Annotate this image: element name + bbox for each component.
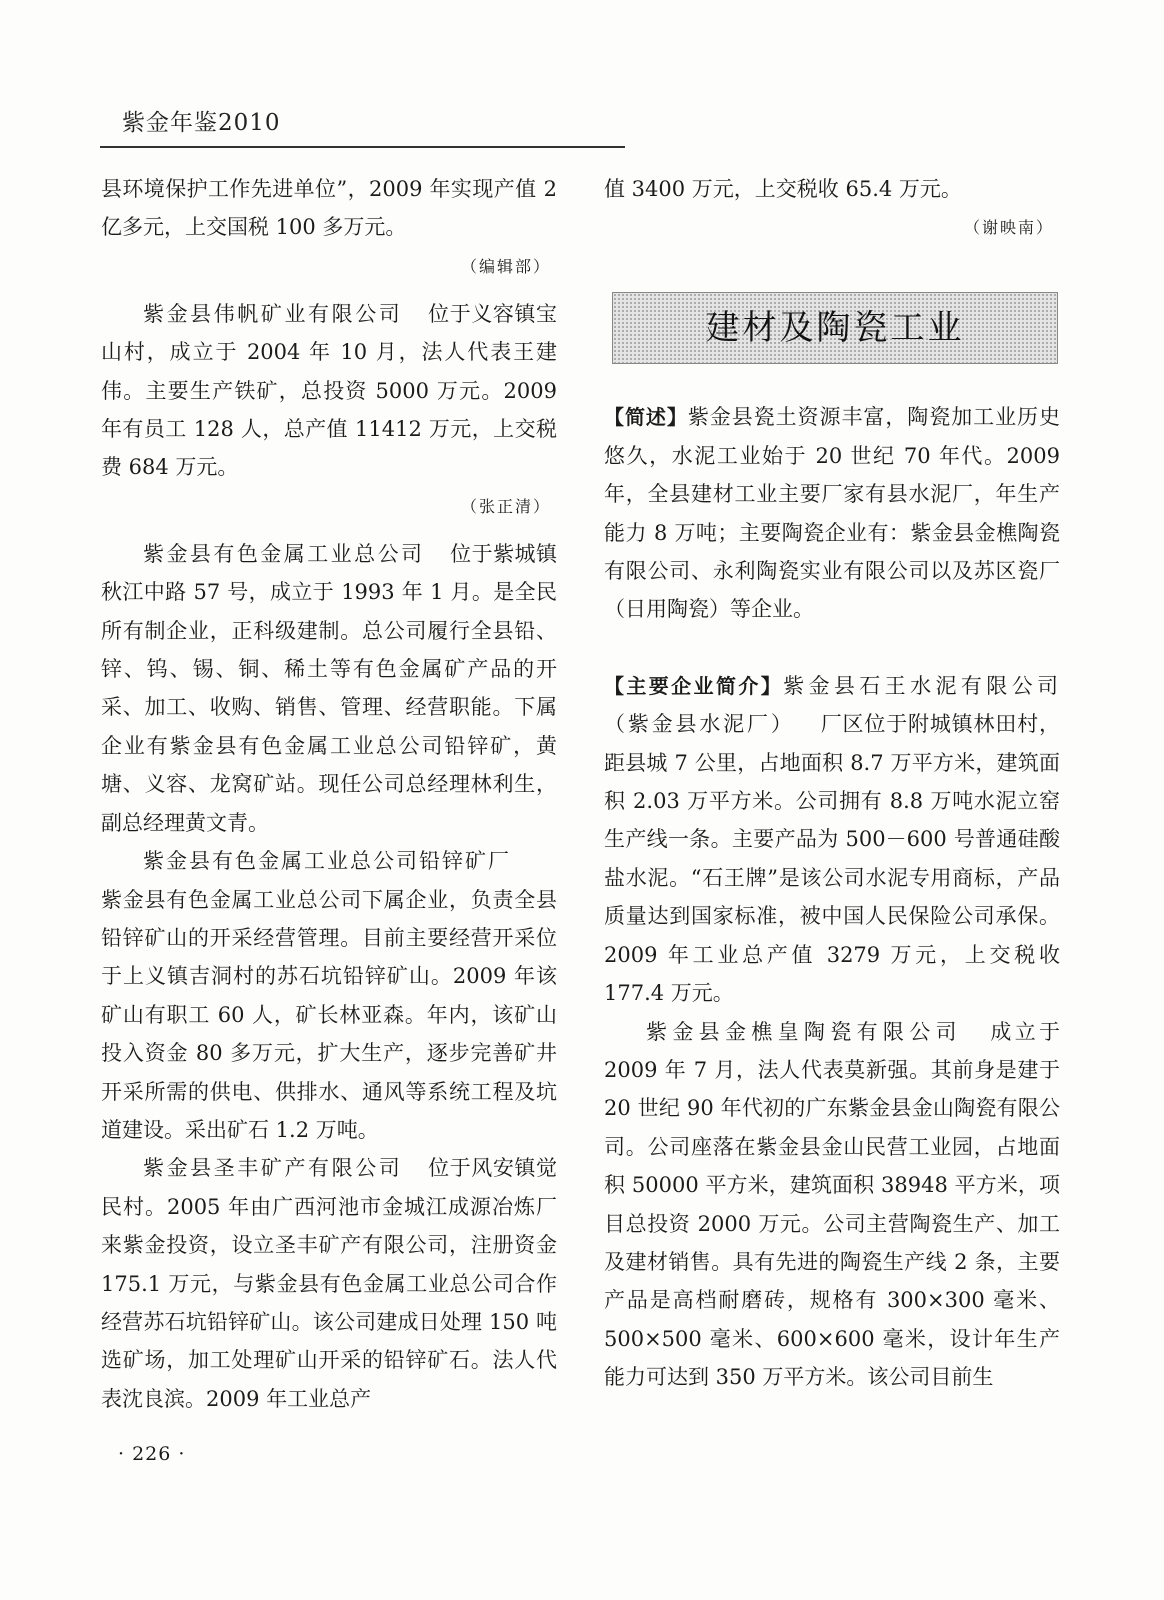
company-name: 紫金县金樵皇陶瓷有限公司 [646, 1019, 962, 1044]
company-name: 紫金县圣丰矿产有限公司 [143, 1156, 403, 1181]
company-name: 紫金县有色金属工业总公司铅锌矿厂 [143, 849, 511, 874]
author-credit: （编辑部） [460, 256, 551, 276]
summary-head: 【简述】 [604, 405, 688, 430]
continued-paragraph: 县环境保护工作先进单位”，2009 年实现产值 2 亿多元，上交国税 100 多万元。 [101, 177, 557, 240]
company-text: 成立于 2009 年 7 月，法人代表莫新强。其前身是建于 20 世纪 90 年代初的广东紫金县金山陶瓷有限公司。公司座落在紫金县金山民营工业园，占地面积 50000 平方米，建筑面积 38948 平方米，项目总投资 2000 万元。公司主营陶瓷生产、加工及建材销售。具有先进的陶瓷生产线 2 条，主要产品是高档耐磨砖，规格有 300×300 毫米、500×500 毫米、600×600 毫米，设计年生产能力可达到 350 万平方米。该公司目前生 [604, 1019, 1061, 1390]
author-credit: （张正清） [460, 496, 551, 516]
company-entry-nonferrous [101, 535, 557, 842]
section-title: 建材及陶瓷工业 [705, 308, 965, 349]
continued-paragraph: 值 3400 万元，上交税收 65.4 万元。 [604, 177, 962, 201]
company-name: 紫金县石王水泥有限公司（紫金县水泥厂） [604, 673, 1061, 737]
author-credit: （谢映南） [963, 218, 1054, 238]
company-entry-shengfeng [101, 1149, 557, 1418]
right-column [604, 170, 1060, 1397]
left-column [101, 170, 557, 1418]
company-entry-shiwang [604, 667, 1060, 1013]
summary-paragraph [604, 398, 1060, 628]
company-name: 紫金县伟帆矿业有限公司 [143, 301, 403, 326]
header-rule [100, 146, 625, 148]
summary-text: 紫金县瓷土资源丰富，陶瓷加工业历史悠久，水泥工业始于 20 世纪 70 年代。2009 年，全县建材工业主要厂家有县水泥厂，年生产能力 8 万吨；主要陶瓷企业有：紫金县金樵陶瓷有限公司、永利陶瓷实业有限公司以及苏区瓷厂（日用陶瓷）等企业。 [604, 405, 1061, 622]
page-number: · 226 · [118, 1443, 186, 1465]
company-text: 位于风安镇觉民村。2005 年由广西河池市金城江成源冶炼厂来紫金投资，设立圣丰矿产有限公司，注册资金 175.1 万元，与紫金县有色金属工业总公司合作经营苏石坑铅锌矿山。该公司建成日处理 150 吨选矿场，加工处理矿山开采的铅锌矿石。法人代表沈良滨。2009 年工业总产 [101, 1156, 558, 1411]
main-companies-head: 【主要企业简介】 [604, 673, 784, 698]
company-text: 紫金县有色金属工业总公司下属企业，负责全县铅锌矿山的开采经营管理。目前主要经营开采位于上义镇吉洞村的苏石坑铅锌矿山。2009 年该矿山有职工 60 人，矿长林亚森。年内，该矿山投入资金 80 多万元，扩大生产，逐步完善矿井开采所需的供电、供排水、通风等系统工程及坑道建设。采出矿石 1.2 万吨。 [101, 887, 557, 1142]
company-name: 紫金县有色金属工业总公司 [143, 541, 425, 566]
company-entry-weifan [101, 295, 557, 487]
company-entry-jinqiao [604, 1013, 1060, 1397]
company-text: 位于义容镇宝山村，成立于 2004 年 10 月，法人代表王建伟。主要生产铁矿，总投资 5000 万元。2009 年有员工 128 人，总产值 11412 万元，上交税费 684 万元。 [101, 301, 558, 480]
company-text: 位于紫城镇秋江中路 57 号，成立于 1993 年 1 月。是全民所有制企业，正科级建制。总公司履行全县铅、锌、钨、锡、铜、稀土等有色金属矿产品的开采、加工、收购、销售、管理、经营职能。下属企业有紫金县有色金属工业总公司铅锌矿，黄塘、义容、龙窝矿站。现任公司总经理林利生，副总经理黄文青。 [101, 541, 558, 835]
section-heading-box [612, 292, 1058, 364]
running-header: 紫金年鉴2010 [122, 110, 281, 136]
company-entry-leadzinc [101, 842, 557, 880]
company-text: 厂区位于附城镇林田村，距县城 7 公里，占地面积 8.7 万平方米，建筑面积 2.03 万平方米。公司拥有 8.8 万吨水泥立窑生产线一条。主要产品为 500－600 号普通硅酸盐水泥。“石王牌”是该公司水泥专用商标，产品质量达到国家标准，被中国人民保险公司承保。2009 年工业总产值 3279 万元，上交税收 177.4 万元。 [604, 712, 1061, 1006]
